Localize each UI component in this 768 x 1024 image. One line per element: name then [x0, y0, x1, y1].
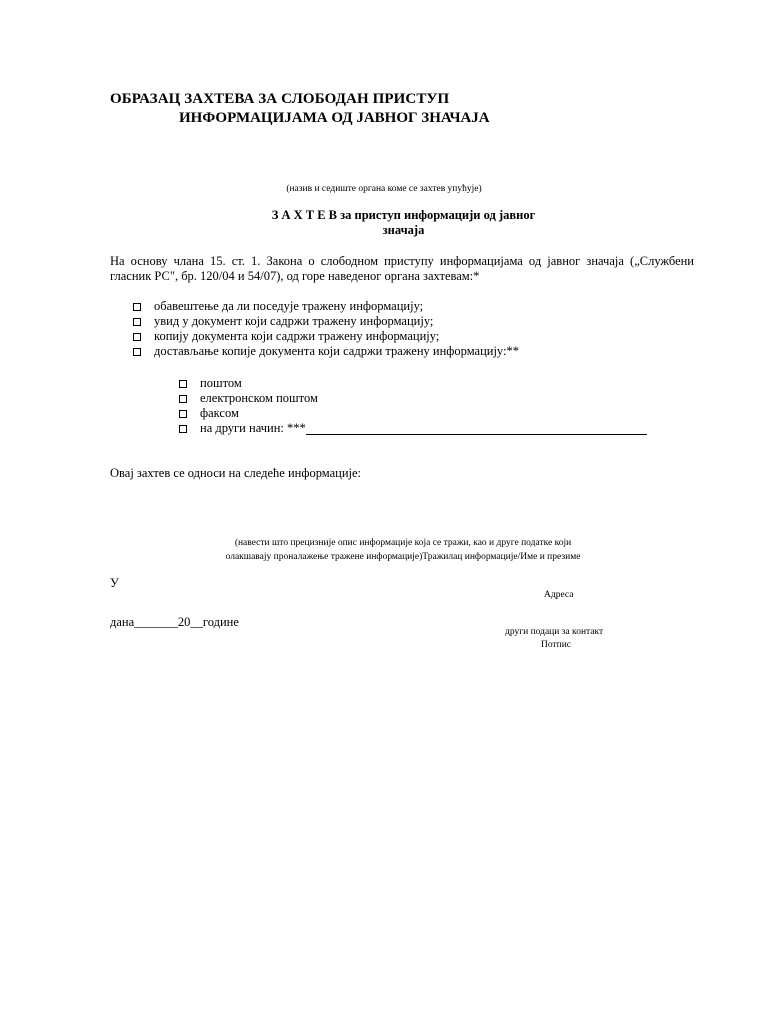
other-method-fill-line[interactable] [306, 423, 647, 435]
checkbox-icon[interactable] [179, 425, 187, 433]
option-item[interactable] [133, 329, 519, 344]
date-line [110, 615, 239, 630]
form-title-line-1: ОБРАЗАЦ ЗАХТЕВА ЗА СЛОБОДАН ПРИСТУП [110, 91, 450, 107]
option-label: обавештење да ли поседује тражену информацију; [154, 299, 424, 313]
date-prefix: дана [110, 615, 135, 629]
delivery-label: електронском поштом [200, 391, 318, 405]
information-label: Овај захтев се односи на следеће информације: [110, 466, 362, 480]
checkbox-icon[interactable] [133, 333, 141, 341]
option-label: достављање копије документа који садржи тражену информацију:** [154, 344, 519, 358]
contact-label: други подаци за контакт [505, 627, 604, 637]
delivery-item[interactable] [179, 421, 647, 436]
date-suffix: године [202, 615, 239, 629]
option-label: копију документа који садржи тражену информацију; [154, 329, 440, 343]
organ-note: (назив и седиште органа коме се захтев упућује) [286, 184, 482, 194]
request-options-list [133, 299, 519, 359]
delivery-method-list [179, 376, 647, 436]
request-heading [250, 208, 557, 238]
date-year-prefix: 20 [177, 615, 191, 629]
checkbox-icon[interactable] [179, 395, 187, 403]
request-heading-line-1: З А Х Т Е В за приступ информацији од јавног [271, 208, 536, 222]
option-label: увид у документ који садржи тражену информацију; [154, 314, 434, 328]
checkbox-icon[interactable] [133, 348, 141, 356]
description-note [150, 536, 656, 564]
signature-label: Потпис [541, 640, 572, 650]
delivery-label: поштом [200, 376, 242, 390]
request-heading-line-2: значаја [382, 223, 425, 237]
description-note-line-2: олакшавају проналажење тражене информације)Тражилац информације/Име и презиме [225, 552, 581, 562]
description-note-line-1: (навести што прецизније опис информације која се тражи, као и друге податке који [234, 538, 572, 548]
delivery-label: факсом [200, 406, 239, 420]
option-item[interactable] [133, 314, 519, 329]
option-item[interactable] [133, 344, 519, 359]
form-title-line-2: ИНФОРМАЦИЈАМА ОД ЈАВНОГ ЗНАЧАЈА [179, 110, 490, 126]
checkbox-icon[interactable] [133, 318, 141, 326]
date-day-blank[interactable]: _______ [134, 615, 178, 629]
checkbox-icon[interactable] [179, 410, 187, 418]
date-year-blank[interactable]: __ [190, 615, 203, 629]
checkbox-icon[interactable] [179, 380, 187, 388]
option-item[interactable] [133, 299, 519, 314]
delivery-item[interactable] [179, 391, 647, 406]
delivery-item[interactable] [179, 406, 647, 421]
delivery-label: на други начин: *** [200, 421, 306, 435]
place-label: У [110, 576, 119, 590]
delivery-item[interactable] [179, 376, 647, 391]
checkbox-icon[interactable] [133, 303, 141, 311]
intro-paragraph: На основу члана 15. ст. 1. Закона о слободном приступу информацијама од јавног значаја („Службени гласник РС", бр. 120/04 и 54/07), од горе наведеног органа захтевам:* [110, 254, 694, 283]
address-label: Адреса [544, 590, 574, 600]
